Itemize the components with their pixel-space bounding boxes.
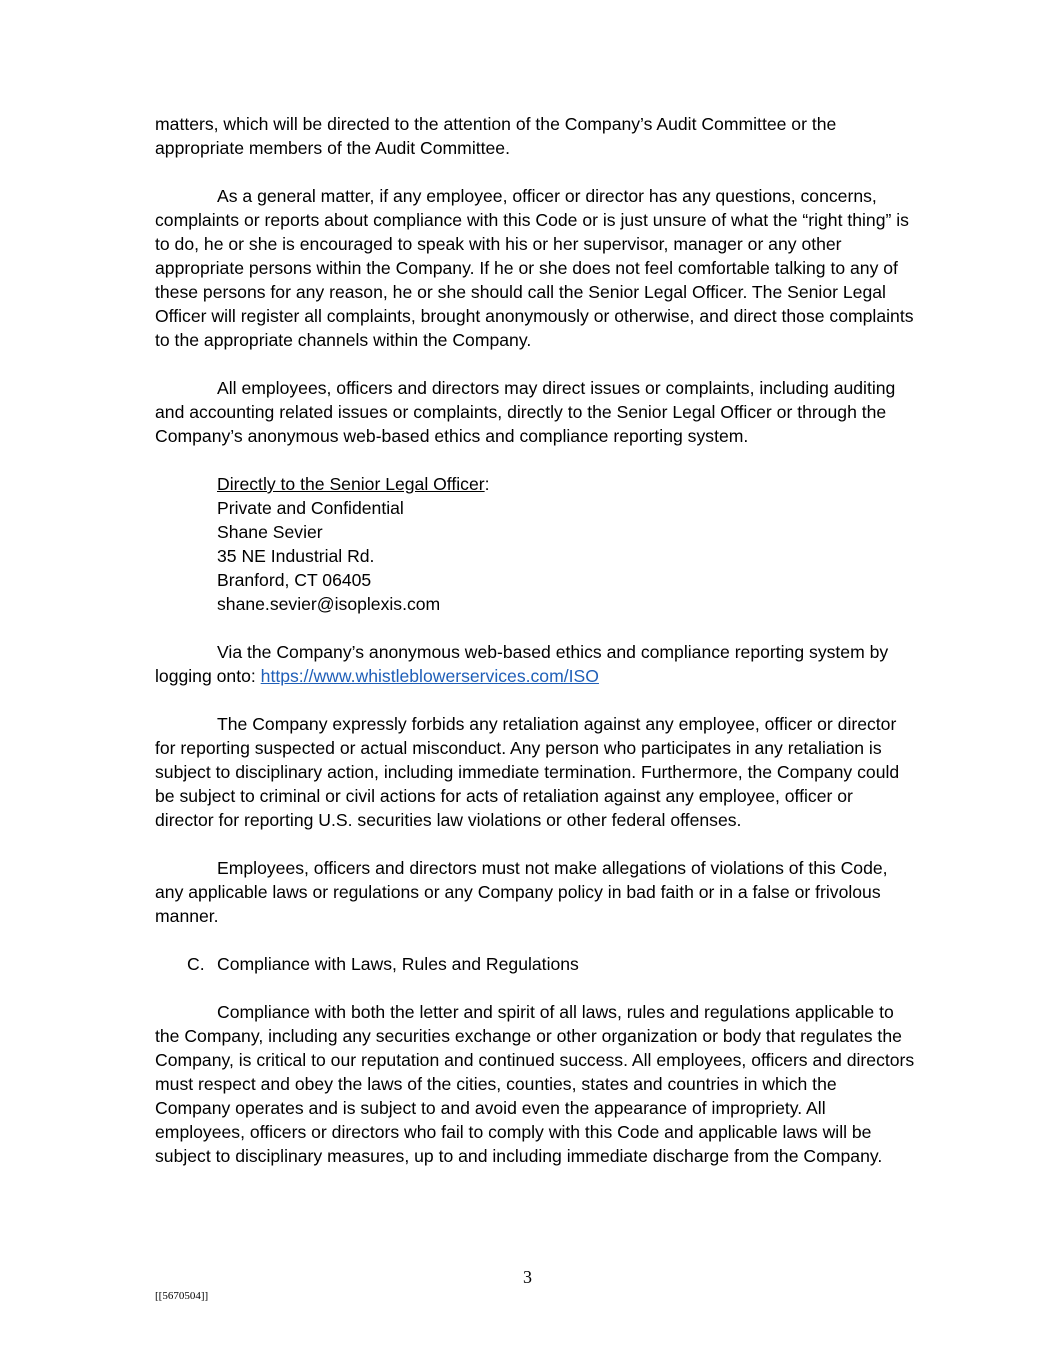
paragraph-bad-faith: Employees, officers and directors must not make allegations of violations of this Code, any applicable laws or regulations or any Company policy in bad faith or in a false or frivolous manner.: [155, 858, 888, 926]
paragraph-general-matter: As a general matter, if any employee, officer or director has any questions, concerns, complaints or reports about compliance with this Code or is just unsure of what the “right thing” is to do, he or she is encouraged to speak with his or her supervisor, manager or any other appropriate persons within the Company. If he or she does not feel comfortable talking to any of these persons for any reason, he or she should call the Senior Legal Officer. The Senior Legal Officer will register all complaints, brought anonymously or otherwise, and direct those complaints to the appropriate channels within the Company.: [155, 186, 914, 350]
section-letter: C.: [187, 954, 205, 974]
section-heading: [155, 952, 915, 976]
contact-heading-colon: :: [484, 474, 490, 494]
contact-heading: Directly to the Senior Legal Officer: [217, 474, 485, 494]
document-id: [[5670504]]: [155, 1290, 209, 1302]
contact-name: Shane Sevier: [217, 522, 323, 542]
contact-city: Branford, CT 06405: [217, 570, 372, 590]
paragraph-audit-committee: matters, which will be directed to the attention of the Company’s Audit Committee or the appropriate members of the Audit Committee.: [155, 114, 837, 158]
contact-private-line: Private and Confidential: [217, 498, 404, 518]
section-title: Compliance with Laws, Rules and Regulations: [217, 954, 579, 974]
paragraph-web-reporting: [155, 640, 915, 688]
web-reporting-text: Via the Company’s anonymous web-based ethics and compliance reporting system by logging onto:: [155, 642, 889, 686]
paragraph-direct-issues: All employees, officers and directors may direct issues or complaints, including auditing and accounting related issues or complaints, directly to the Senior Legal Officer or through the Company’s anonymous web-based ethics and compliance reporting system.: [155, 378, 896, 446]
contact-heading-line: [217, 472, 915, 496]
paragraph-retaliation: The Company expressly forbids any retaliation against any employee, officer or director for reporting suspected or actual misconduct. Any person who participates in any retaliation is subject to disciplinary action, including immediate termination. Furthermore, the Company could be subject to criminal or civil actions for acts of retaliation against any employee, officer or director for reporting U.S. securities law violations or other federal offenses.: [155, 714, 900, 830]
page-number: 3: [523, 1267, 532, 1287]
document-body: [155, 112, 915, 1168]
contact-street: 35 NE Industrial Rd.: [217, 546, 375, 566]
whistleblower-link[interactable]: https://www.whistleblowerservices.com/ISO: [260, 666, 599, 686]
contact-email: shane.sevier@isoplexis.com: [217, 594, 441, 614]
contact-block: [155, 472, 915, 616]
paragraph-compliance: Compliance with both the letter and spirit of all laws, rules and regulations applicable to the Company, including any securities exchange or other organization or body that regulates the Company, is critical to our reputation and continued success. All employees, officers and directors must respect and obey the laws of the cities, counties, states and countries in which the Company operates and is subject to and avoid even the appearance of impropriety. All employees, officers or directors who fail to comply with this Code and applicable laws will be subject to disciplinary measures, up to and including immediate discharge from the Company.: [155, 1002, 915, 1166]
